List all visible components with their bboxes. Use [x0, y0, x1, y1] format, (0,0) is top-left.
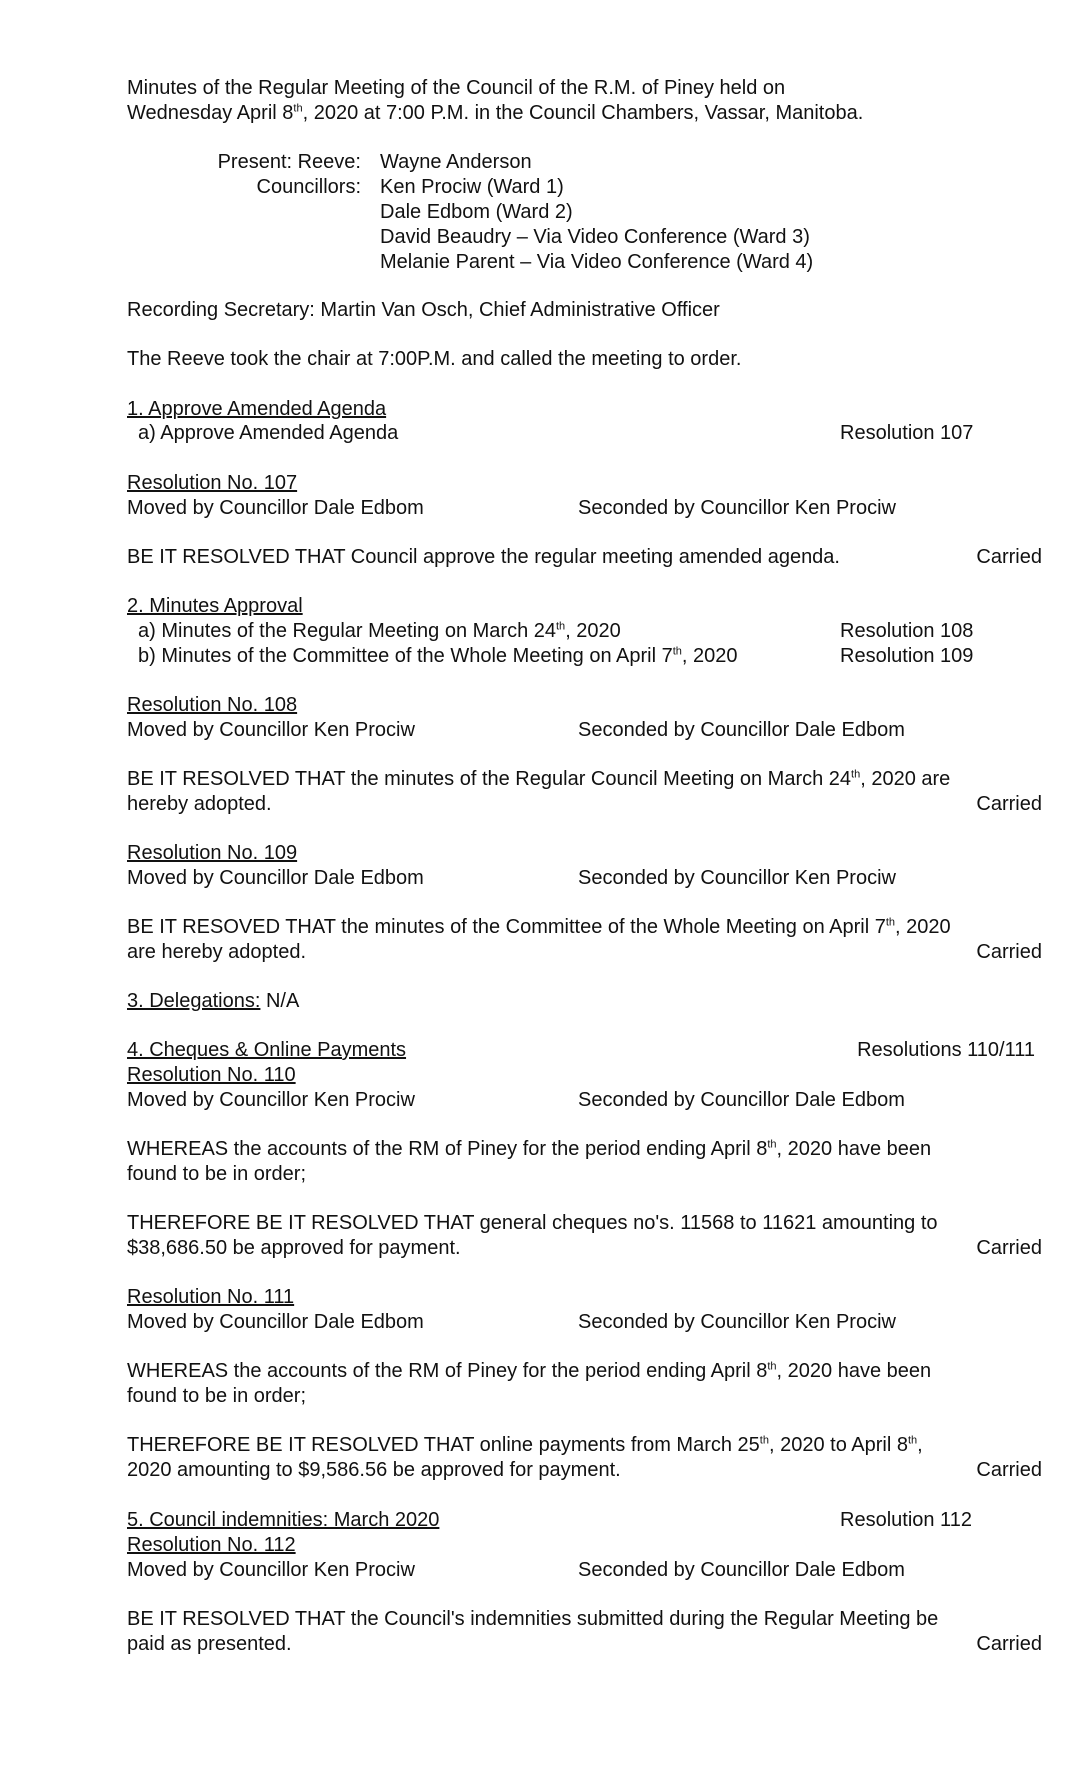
- resolution-110-whereas-2: found to be in order;: [127, 1163, 307, 1185]
- resolution-112-title: Resolution No. 112: [127, 1534, 296, 1556]
- section-1-item-a: a) Approve Amended Agenda: [138, 422, 399, 444]
- resolution-111-whereas-2: found to be in order;: [127, 1385, 307, 1407]
- resolution-107-status: Carried: [976, 546, 1042, 568]
- section-2-item-a: a) Minutes of the Regular Meeting on March 24th, 2020: [138, 620, 621, 642]
- resolution-107-seconded: Seconded by Councillor Ken Prociw: [578, 497, 896, 519]
- section-1-item-a-resolution: Resolution 107: [840, 422, 974, 444]
- resolution-111-moved: Moved by Councillor Dale Edbom: [127, 1311, 424, 1333]
- resolution-110-whereas-1: WHEREAS the accounts of the RM of Piney for the period ending April 8th, 2020 have been: [127, 1138, 932, 1160]
- resolution-111-therefore-1: THEREFORE BE IT RESOLVED THAT online payments from March 25th, 2020 to April 8th,: [127, 1434, 923, 1456]
- resolution-109-text-1: BE IT RESOVED THAT the minutes of the Committee of the Whole Meeting on April 7th, 2020: [127, 916, 951, 938]
- section-4-heading: 4. Cheques & Online Payments: [127, 1039, 407, 1061]
- section-2-item-b: b) Minutes of the Committee of the Whole Meeting on April 7th, 2020: [138, 645, 738, 667]
- header-line-1: Minutes of the Regular Meeting of the Council of the R.M. of Piney held on: [127, 77, 786, 99]
- resolution-109-title: Resolution No. 109: [127, 842, 298, 864]
- resolution-109-moved: Moved by Councillor Dale Edbom: [127, 867, 424, 889]
- resolution-112-moved: Moved by Councillor Ken Prociw: [127, 1559, 415, 1581]
- resolution-107-title: Resolution No. 107: [127, 472, 298, 494]
- resolution-111-title: Resolution No. 111: [127, 1286, 295, 1308]
- resolution-108-text-1: BE IT RESOLVED THAT the minutes of the Regular Council Meeting on March 24th, 2020 are: [127, 768, 951, 790]
- section-3-heading: 3. Delegations:: [127, 990, 261, 1012]
- opening-statement: The Reeve took the chair at 7:00P.M. and called the meeting to order.: [127, 348, 742, 370]
- councillor-3: David Beaudry – Via Video Conference (Ward 3): [380, 226, 810, 248]
- section-3-value: N/A: [260, 990, 300, 1012]
- resolution-110-title: Resolution No. 110: [127, 1064, 296, 1086]
- section-4-resolutions: Resolutions 110/111: [857, 1039, 1035, 1061]
- resolution-111-whereas-1: WHEREAS the accounts of the RM of Piney for the period ending April 8th, 2020 have been: [127, 1360, 932, 1382]
- resolution-110-therefore-2: $38,686.50 be approved for payment.: [127, 1237, 461, 1259]
- resolution-109-status: Carried: [976, 941, 1042, 963]
- resolution-111-therefore-2: 2020 amounting to $9,586.56 be approved for payment.: [127, 1459, 621, 1481]
- resolution-108-status: Carried: [976, 793, 1042, 815]
- resolution-110-moved: Moved by Councillor Ken Prociw: [127, 1089, 415, 1111]
- resolution-107-text: BE IT RESOLVED THAT Council approve the regular meeting amended agenda.: [127, 546, 840, 568]
- resolution-110-status: Carried: [976, 1237, 1042, 1259]
- resolution-111-status: Carried: [976, 1459, 1042, 1481]
- section-2-heading: 2. Minutes Approval: [127, 595, 303, 617]
- resolution-107-moved: Moved by Councillor Dale Edbom: [127, 497, 424, 519]
- councillor-4: Melanie Parent – Via Video Conference (Ward 4): [380, 251, 814, 273]
- councillors-label: Councillors:: [256, 176, 361, 198]
- councillor-2: Dale Edbom (Ward 2): [380, 201, 573, 223]
- resolution-110-therefore-1: THEREFORE BE IT RESOLVED THAT general cheques no's. 11568 to 11621 amounting to: [127, 1212, 938, 1234]
- resolution-108-seconded: Seconded by Councillor Dale Edbom: [578, 719, 905, 741]
- resolution-112-status: Carried: [976, 1633, 1042, 1655]
- present-reeve-label: Present: Reeve:: [217, 151, 361, 173]
- section-2-item-a-resolution: Resolution 108: [840, 620, 974, 642]
- resolution-109-text-2: are hereby adopted.: [127, 941, 307, 963]
- resolution-108-text-2: hereby adopted.: [127, 793, 272, 815]
- resolution-112-seconded: Seconded by Councillor Dale Edbom: [578, 1559, 905, 1581]
- resolution-108-title: Resolution No. 108: [127, 694, 298, 716]
- resolution-108-moved: Moved by Councillor Ken Prociw: [127, 719, 415, 741]
- councillor-1: Ken Prociw (Ward 1): [380, 176, 564, 198]
- section-5-resolution: Resolution 112: [840, 1509, 972, 1531]
- section-3-line: [127, 989, 299, 1014]
- recording-secretary: Recording Secretary: Martin Van Osch, Chief Administrative Officer: [127, 299, 720, 321]
- section-5-heading: 5. Council indemnities: March 2020: [127, 1509, 440, 1531]
- section-2-item-b-resolution: Resolution 109: [840, 645, 974, 667]
- reeve-name: Wayne Anderson: [380, 151, 532, 173]
- resolution-112-text-2: paid as presented.: [127, 1633, 292, 1655]
- resolution-109-seconded: Seconded by Councillor Ken Prociw: [578, 867, 896, 889]
- resolution-111-seconded: Seconded by Councillor Ken Prociw: [578, 1311, 896, 1333]
- section-1-heading: 1. Approve Amended Agenda: [127, 398, 387, 420]
- header-line-2: Wednesday April 8th, 2020 at 7:00 P.M. in the Council Chambers, Vassar, Manitoba.: [127, 102, 864, 124]
- resolution-110-seconded: Seconded by Councillor Dale Edbom: [578, 1089, 905, 1111]
- resolution-112-text-1: BE IT RESOLVED THAT the Council's indemnities submitted during the Regular Meeting be: [127, 1608, 939, 1630]
